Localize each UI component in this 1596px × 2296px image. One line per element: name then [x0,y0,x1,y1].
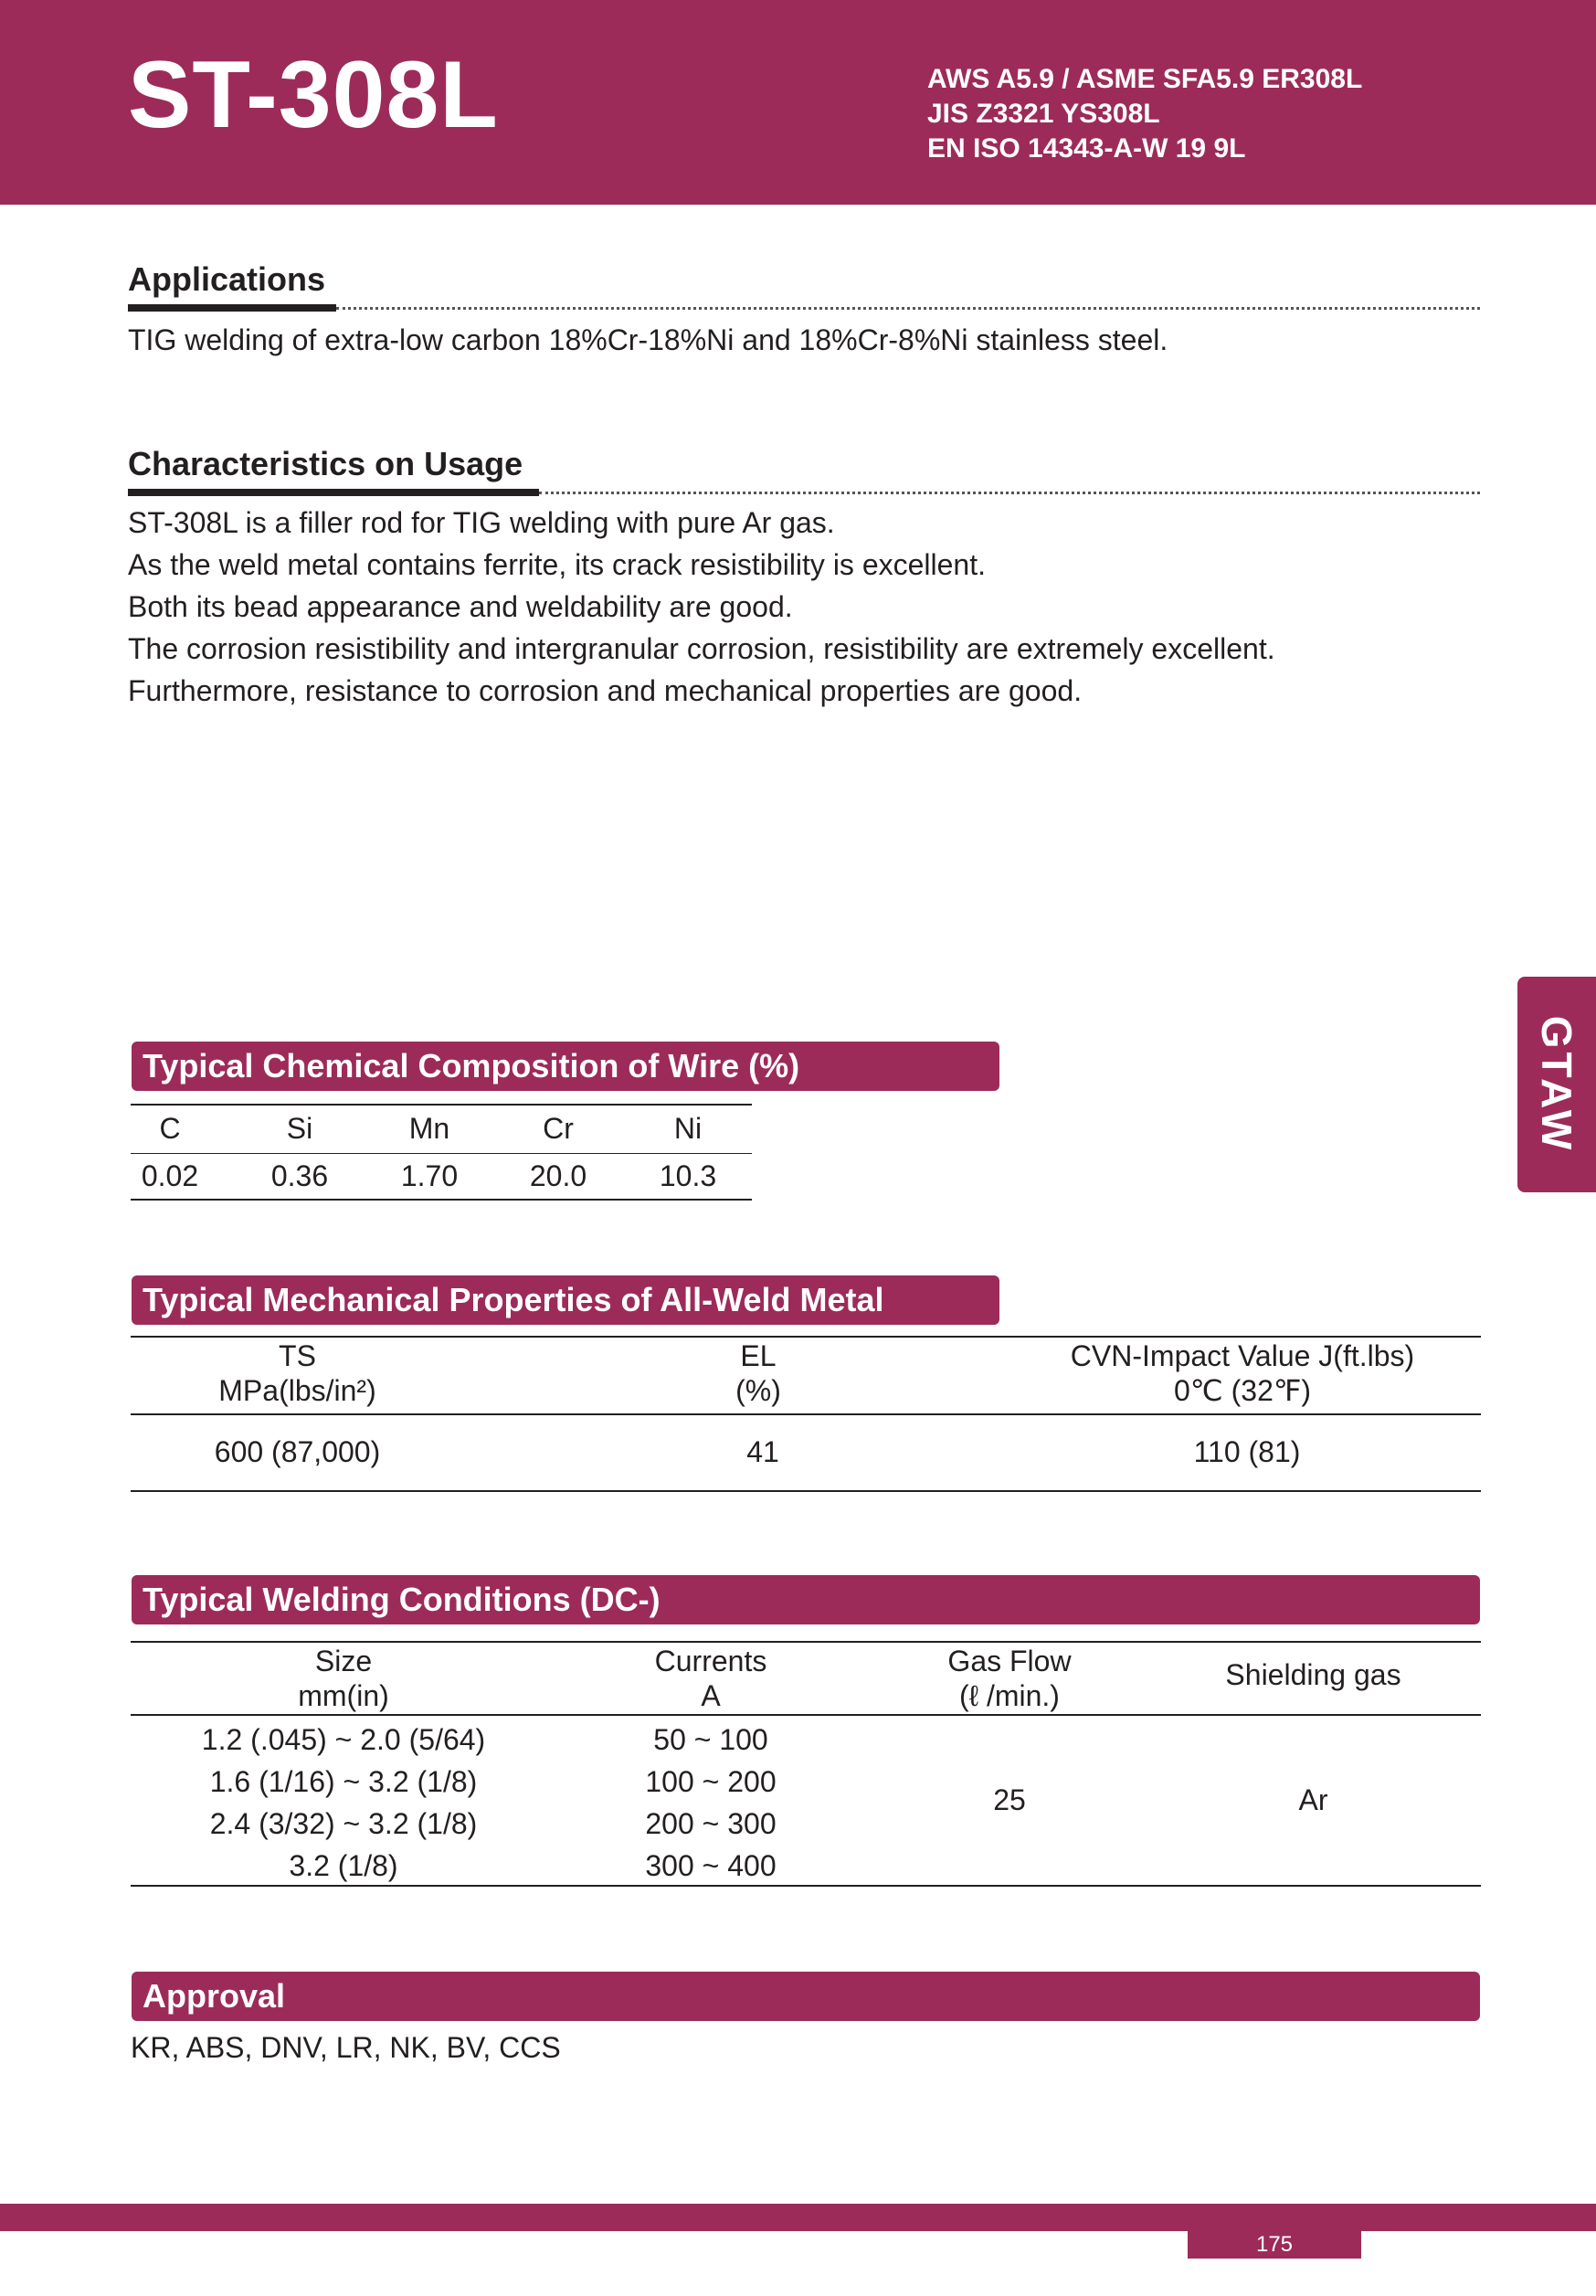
mechanical-heading-bar: Typical Mechanical Properties of All-Weld Metal [132,1275,999,1325]
characteristics-underline [128,489,539,496]
currents-unit: A [701,1679,721,1712]
el-label: EL [740,1339,777,1372]
chemical-header-si: Si [286,1112,313,1145]
standard-en-iso: EN ISO 14343-A-W 19 9L [927,133,1246,164]
current-row: 50 ~ 100 [653,1723,768,1756]
currents-label: Currents [654,1645,767,1677]
applications-heading: Applications [128,260,326,298]
current-row: 300 ~ 400 [645,1849,777,1882]
mechanical-top-rule [131,1336,1481,1338]
characteristics-line: ST-308L is a filler rod for TIG welding with pure Ar gas. [128,506,835,539]
approval-heading-bar: Approval [132,1972,1480,2021]
characteristics-dotted-rule [539,492,1480,494]
characteristics-line: Both its bead appearance and weldability are good. [128,590,793,623]
applications-text: TIG welding of extra-low carbon 18%Cr-18%Ni and 18%Cr-8%Ni stainless steel. [128,323,1168,356]
mechanical-mid-rule [131,1413,1481,1415]
welding-top-rule [131,1641,1481,1643]
welding-bottom-rule [131,1885,1481,1887]
welding-header-size [131,1644,556,1713]
current-row: 200 ~ 300 [645,1807,777,1840]
chemical-bottom-rule [131,1199,752,1201]
mechanical-header-el [667,1338,850,1408]
mechanical-value-ts: 600 (87,000) [214,1435,381,1468]
ts-label: TS [279,1339,316,1372]
approval-text: KR, ABS, DNV, LR, NK, BV, CCS [131,2031,561,2064]
standard-aws: AWS A5.9 / ASME SFA5.9 ER308L [927,64,1363,94]
chemical-value-si: 0.36 [270,1159,329,1192]
chemical-value-c: 0.02 [141,1159,199,1192]
cvn-temperature: 0℃ (32℉) [1174,1374,1311,1407]
standard-jis: JIS Z3321 YS308L [927,99,1160,129]
welding-mid-rule [131,1714,1481,1716]
size-row: 2.4 (3/32) ~ 3.2 (1/8) [209,1807,478,1840]
size-row: 3.2 (1/8) [289,1849,398,1882]
welding-currents-column [574,1719,848,1887]
characteristics-line: Furthermore, resistance to corrosion and mechanical properties are good. [128,674,1083,707]
gas-flow-label: Gas Flow [947,1645,1072,1677]
ts-unit: MPa(lbs/in²) [218,1374,376,1407]
welding-header-currents [574,1644,848,1713]
applications-dotted-rule [336,307,1480,310]
welding-sizes-column [131,1719,556,1887]
mechanical-value-cvn: 110 (81) [1193,1435,1301,1468]
chemical-value-cr: 20.0 [529,1159,587,1192]
mechanical-header-ts [131,1338,464,1408]
page-number: 175 [1188,2231,1361,2259]
gtaw-side-tab [1517,977,1596,1192]
chemical-value-mn: 1.70 [400,1159,459,1192]
product-title: ST-308L [128,42,499,148]
chemical-header-ni: Ni [673,1112,703,1145]
el-unit: (%) [735,1374,781,1407]
mechanical-header-cvn [1005,1338,1480,1408]
chemical-value-ni: 10.3 [659,1159,717,1192]
header-banner [0,0,1596,205]
size-row: 1.2 (.045) ~ 2.0 (5/64) [201,1723,486,1756]
cvn-label: CVN-Impact Value J(ft.lbs) [1070,1339,1415,1372]
applications-underline [128,304,336,312]
welding-shielding-gas-value: Ar [1298,1783,1328,1816]
chemical-header-cr: Cr [543,1112,574,1145]
chemical-heading-bar: Typical Chemical Composition of Wire (%) [132,1042,999,1091]
gas-flow-unit: (ℓ /min.) [959,1679,1060,1712]
characteristics-line: The corrosion resistibility and intergranular corrosion, resistibility are extremely excellent. [128,632,1275,665]
characteristics-heading: Characteristics on Usage [128,445,523,482]
characteristics-line: As the weld metal contains ferrite, its crack resistibility is excellent. [128,548,986,581]
chemical-header-mn: Mn [408,1112,450,1145]
welding-header-gas-flow [872,1644,1147,1713]
mechanical-value-el: 41 [746,1435,779,1468]
mechanical-bottom-rule [131,1490,1481,1492]
chemical-top-rule [131,1104,752,1106]
current-row: 100 ~ 200 [645,1765,777,1798]
footer-bar [0,2204,1596,2231]
welding-heading-bar: Typical Welding Conditions (DC-) [132,1575,1480,1624]
standards-list [927,62,1362,166]
size-unit: mm(in) [298,1679,389,1712]
welding-header-shielding-gas: Shielding gas [1225,1658,1401,1691]
chemical-mid-rule [131,1153,752,1154]
size-row: 1.6 (1/16) ~ 3.2 (1/8) [209,1765,478,1798]
chemical-header-c: C [159,1112,181,1145]
characteristics-text [128,502,1275,712]
side-tab-label: GTAW [1533,1015,1580,1154]
welding-gas-flow-value: 25 [993,1783,1026,1816]
size-label: Size [314,1645,373,1677]
